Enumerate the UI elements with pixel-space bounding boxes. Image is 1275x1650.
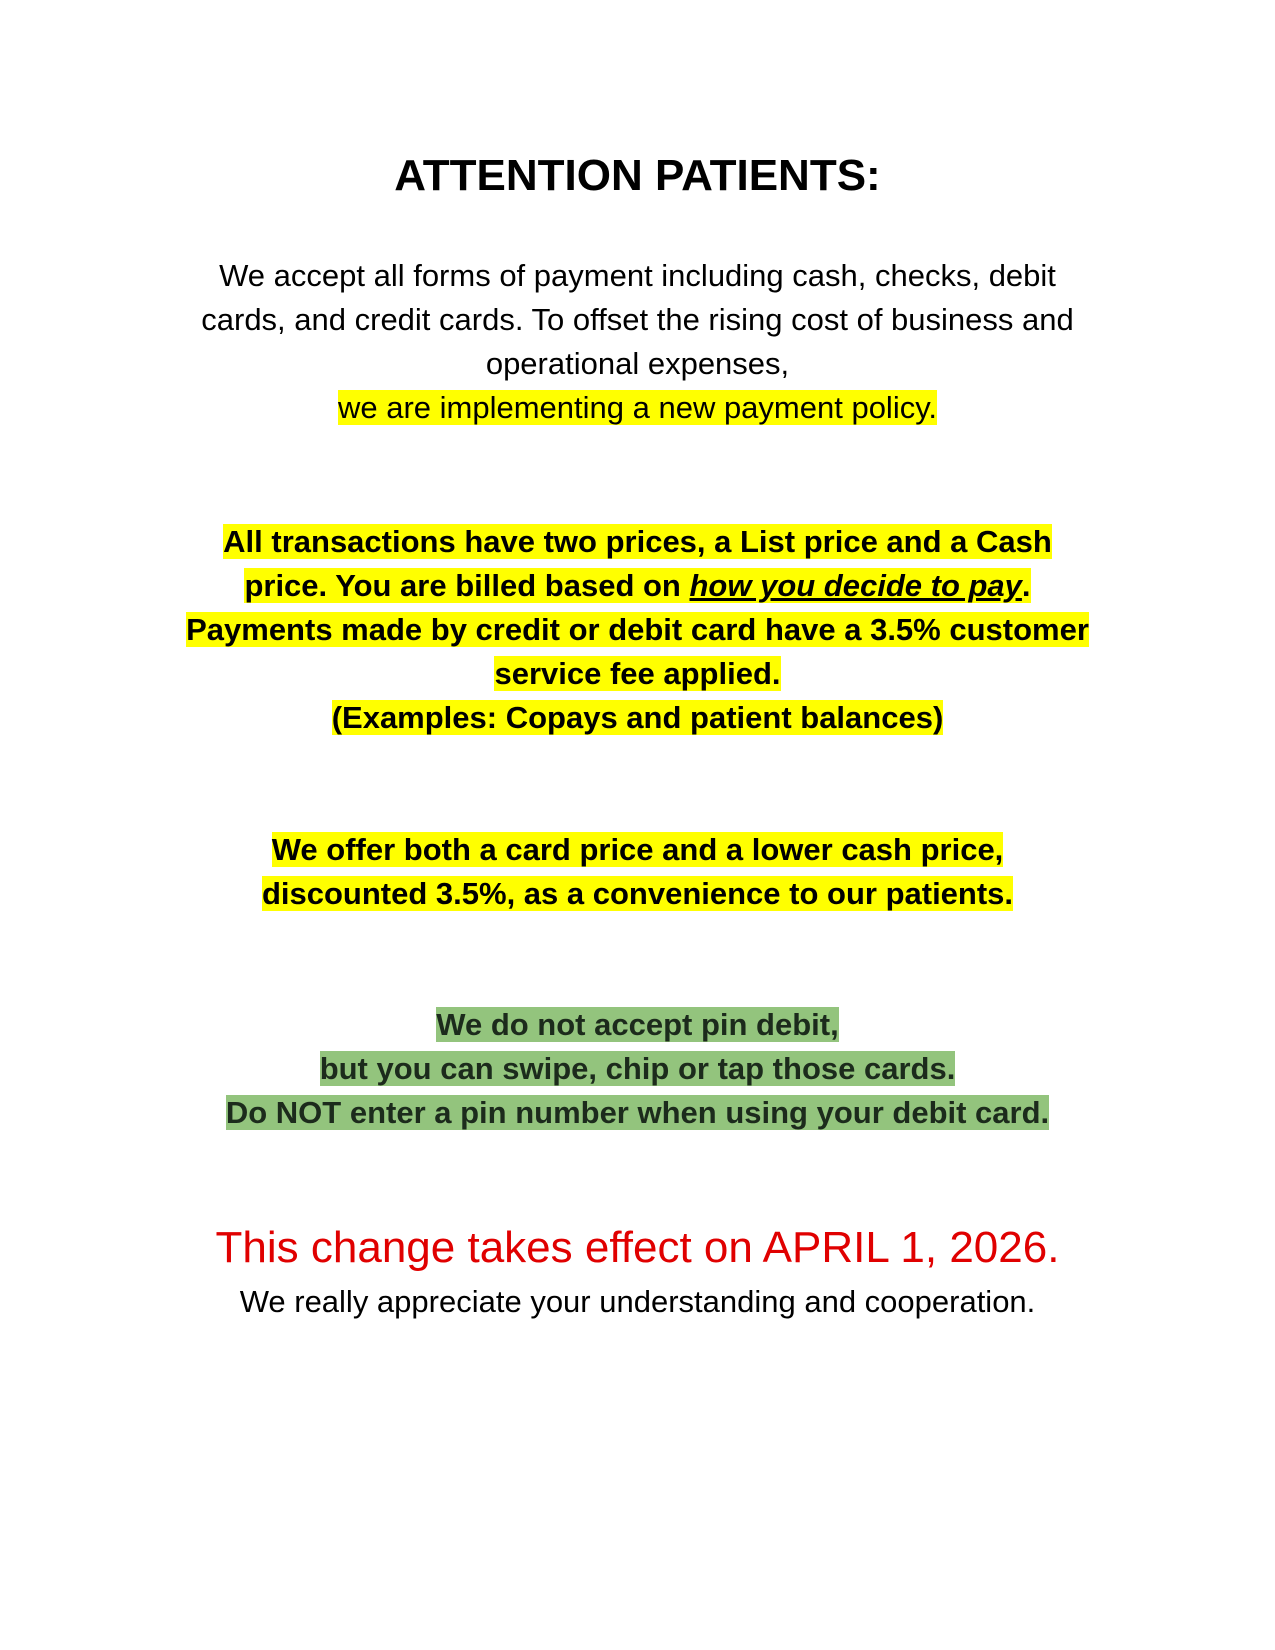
offer-paragraph [0,828,1275,916]
offer-line: discounted 3.5%, as a convenience to our patients. [261,876,1014,911]
intro-line: We accept all forms of payment including cash, checks, debit [219,258,1056,293]
policy-line-text: price. You are billed based on [244,568,690,603]
policy-paragraph [0,520,1275,740]
policy-line: All transactions have two prices, a List price and a Cash [223,524,1052,559]
policy-line: service fee applied. [494,656,781,691]
policy-examples: (Examples: Copays and patient balances) [331,700,944,735]
pin-line: but you can swipe, chip or tap those cards. [319,1051,956,1086]
policy-emphasis: how you decide to pay [689,568,1022,603]
policy-line-period: . [1021,568,1031,603]
thanks-note: We really appreciate your understanding and cooperation. [239,1284,1036,1319]
offer-line: We offer both a card price and a lower cash price, [271,832,1004,867]
notice-title: ATTENTION PATIENTS: [394,151,881,200]
pin-line: We do not accept pin debit, [436,1007,839,1042]
pin-line: Do NOT enter a pin number when using your debit card. [225,1095,1050,1130]
policy-line [244,568,1030,603]
intro-highlight-line: we are implementing a new payment policy. [337,390,938,425]
intro-line: cards, and credit cards. To offset the rising cost of business and [201,302,1074,337]
effective-date-notice: This change takes effect on APRIL 1, 2026. [215,1223,1060,1272]
pin-debit-paragraph [0,1003,1275,1135]
intro-line: operational expenses, [485,346,790,381]
intro-paragraph [0,254,1275,430]
policy-line: Payments made by credit or debit card have a 3.5% customer [186,612,1089,647]
